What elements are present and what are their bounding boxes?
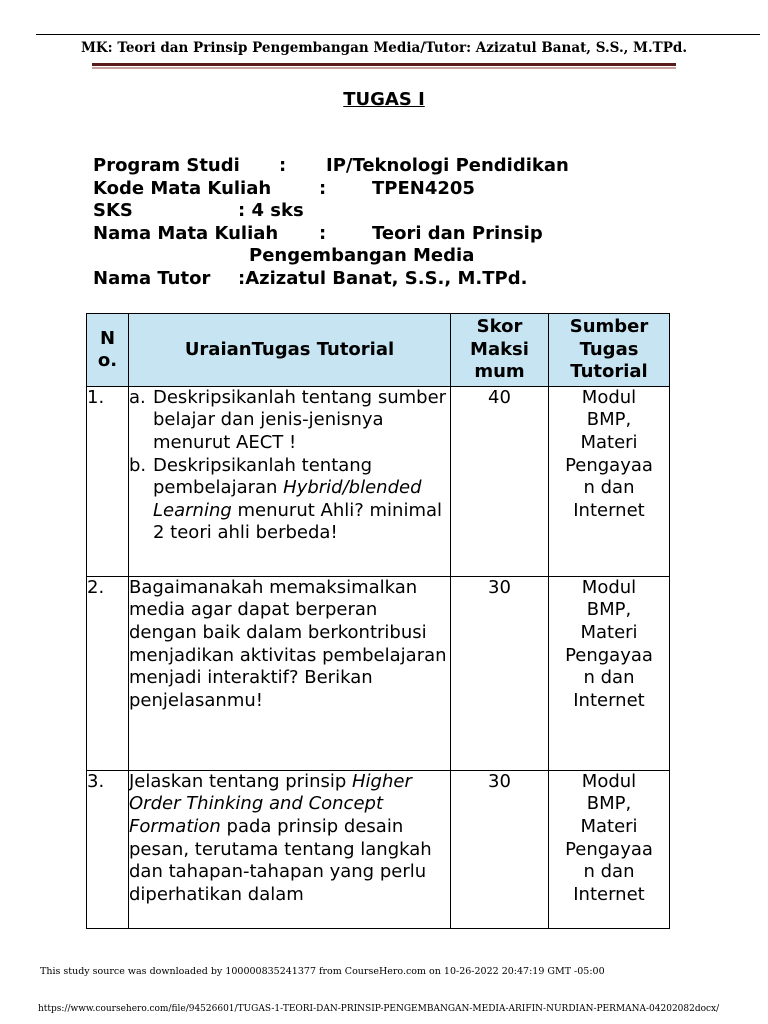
row-number: 1. — [87, 386, 129, 576]
program-studi-separator: : — [279, 155, 287, 176]
source-url[interactable]: https://www.coursehero.com/file/94526601/TUGAS-1-TEORI-DAN-PRINSIP-PENGEMBANGAN-MEDIA-ARIFIN-NURDIAN-PERMANA-04202082docx/ — [38, 1004, 720, 1014]
table-row — [87, 770, 670, 928]
header-skor — [451, 314, 549, 387]
source-line: Materi — [580, 431, 638, 453]
source-line: BMP, — [586, 599, 632, 621]
kode-separator: : — [319, 177, 327, 199]
task-item-b — [129, 455, 450, 545]
task-description: Bagaimanakah memaksimalkan media agar dapat berperan dengan baik dalam berkontribusi menjadikan aktivitas pembelajaran menjadi interaktif? Berikan penjelasanmu! — [129, 576, 451, 770]
max-score: 30 — [451, 770, 549, 928]
task-source — [549, 770, 670, 928]
task-text-post: pada prinsip desain pesan, terutama tentang langkah dan tahapan-tahapan yang perlu diperhatikan dalam — [129, 815, 432, 905]
source-line: Materi — [580, 621, 638, 643]
task-description — [129, 770, 451, 928]
table-header-row — [87, 314, 670, 387]
table-row — [87, 386, 670, 576]
task-source — [549, 386, 670, 576]
source-line: Internet — [573, 689, 645, 711]
sks-value: : 4 sks — [238, 200, 304, 222]
document-title: TUGAS I — [343, 89, 425, 110]
header-uraian: UraianTugas Tutorial — [129, 314, 451, 387]
header-sumber-line1: Sumber — [569, 316, 649, 337]
source-line: Internet — [573, 499, 645, 521]
source-line: Pengayaa — [565, 838, 653, 860]
max-score: 30 — [451, 576, 549, 770]
source-line: Modul — [581, 576, 637, 598]
task-sublist — [129, 387, 450, 545]
task-item-b-pre: Deskripsikanlah tentang pembelajaran — [153, 454, 373, 499]
kode-label: Kode Mata Kuliah — [93, 177, 272, 199]
program-studi-label: Program Studi — [93, 155, 240, 176]
running-header: MK: Teori dan Prinsip Pengembangan Media/Tutor: Azizatul Banat, S.S., M.TPd. — [80, 40, 688, 56]
source-line: n dan — [583, 861, 635, 883]
kode-value: TPEN4205 — [372, 177, 475, 199]
top-rule — [36, 34, 760, 35]
task-text-emphasis: Higher Order Thinking and Concept Formation — [129, 770, 412, 837]
item-marker: b. — [129, 454, 147, 476]
task-description — [129, 386, 451, 576]
source-line: Modul — [581, 770, 637, 792]
assignment-table — [86, 313, 670, 929]
task-item-a-text: Deskripsikanlah tentang sumber belajar dan jenis-jenisnya menurut AECT ! — [153, 386, 447, 453]
task-item-b-emphasis: Hybrid/blended Learning — [153, 477, 422, 521]
row-number: 2. — [87, 576, 129, 770]
download-note: This study source was downloaded by 100000835241377 from CourseHero.com on 10-26-2022 20:47:19 GMT -05:00 — [40, 966, 605, 977]
header-rule — [92, 63, 676, 66]
source-line: Materi — [580, 815, 638, 837]
header-sumber-line2: Tugas — [579, 338, 639, 360]
tutor-value: :Azizatul Banat, S.S., M.TPd. — [238, 267, 528, 289]
item-marker: a. — [129, 386, 146, 408]
source-line: n dan — [583, 667, 635, 689]
source-line: BMP, — [586, 409, 632, 431]
nama-mk-label: Nama Mata Kuliah — [93, 222, 279, 244]
header-no-line2: o. — [97, 349, 118, 371]
source-line: Internet — [573, 883, 645, 905]
sks-label: SKS — [93, 200, 133, 222]
source-line: BMP, — [586, 793, 632, 815]
task-item-b-post: menurut Ahli? minimal 2 teori ahli berbeda! — [153, 499, 443, 544]
header-skor-line1: Skor — [476, 316, 523, 337]
tutor-label: Nama Tutor — [93, 267, 211, 289]
table-row — [87, 576, 670, 770]
header-no-line1: N — [99, 327, 116, 349]
nama-mk-separator: : — [319, 222, 327, 244]
source-line: Modul — [581, 386, 637, 408]
task-text-pre: Jelaskan tentang prinsip — [129, 770, 353, 792]
header-sumber — [549, 314, 670, 387]
header-no — [87, 314, 129, 387]
header-rule-shadow — [92, 67, 676, 69]
nama-mk-value: Teori dan Prinsip — [372, 222, 543, 244]
task-source — [549, 576, 670, 770]
source-line: n dan — [583, 477, 635, 499]
source-line: Pengayaa — [565, 454, 653, 476]
header-sumber-line3: Tutorial — [570, 361, 648, 383]
program-studi-value: IP/Teknologi Pendidikan — [326, 155, 569, 176]
max-score: 40 — [451, 386, 549, 576]
row-number: 3. — [87, 770, 129, 928]
header-skor-line2: Maksi — [470, 338, 529, 360]
nama-mk-value-cont: Pengembangan Media — [249, 245, 475, 267]
header-skor-line3: mum — [474, 361, 525, 383]
source-line: Pengayaa — [565, 644, 653, 666]
task-item-a — [129, 387, 450, 455]
